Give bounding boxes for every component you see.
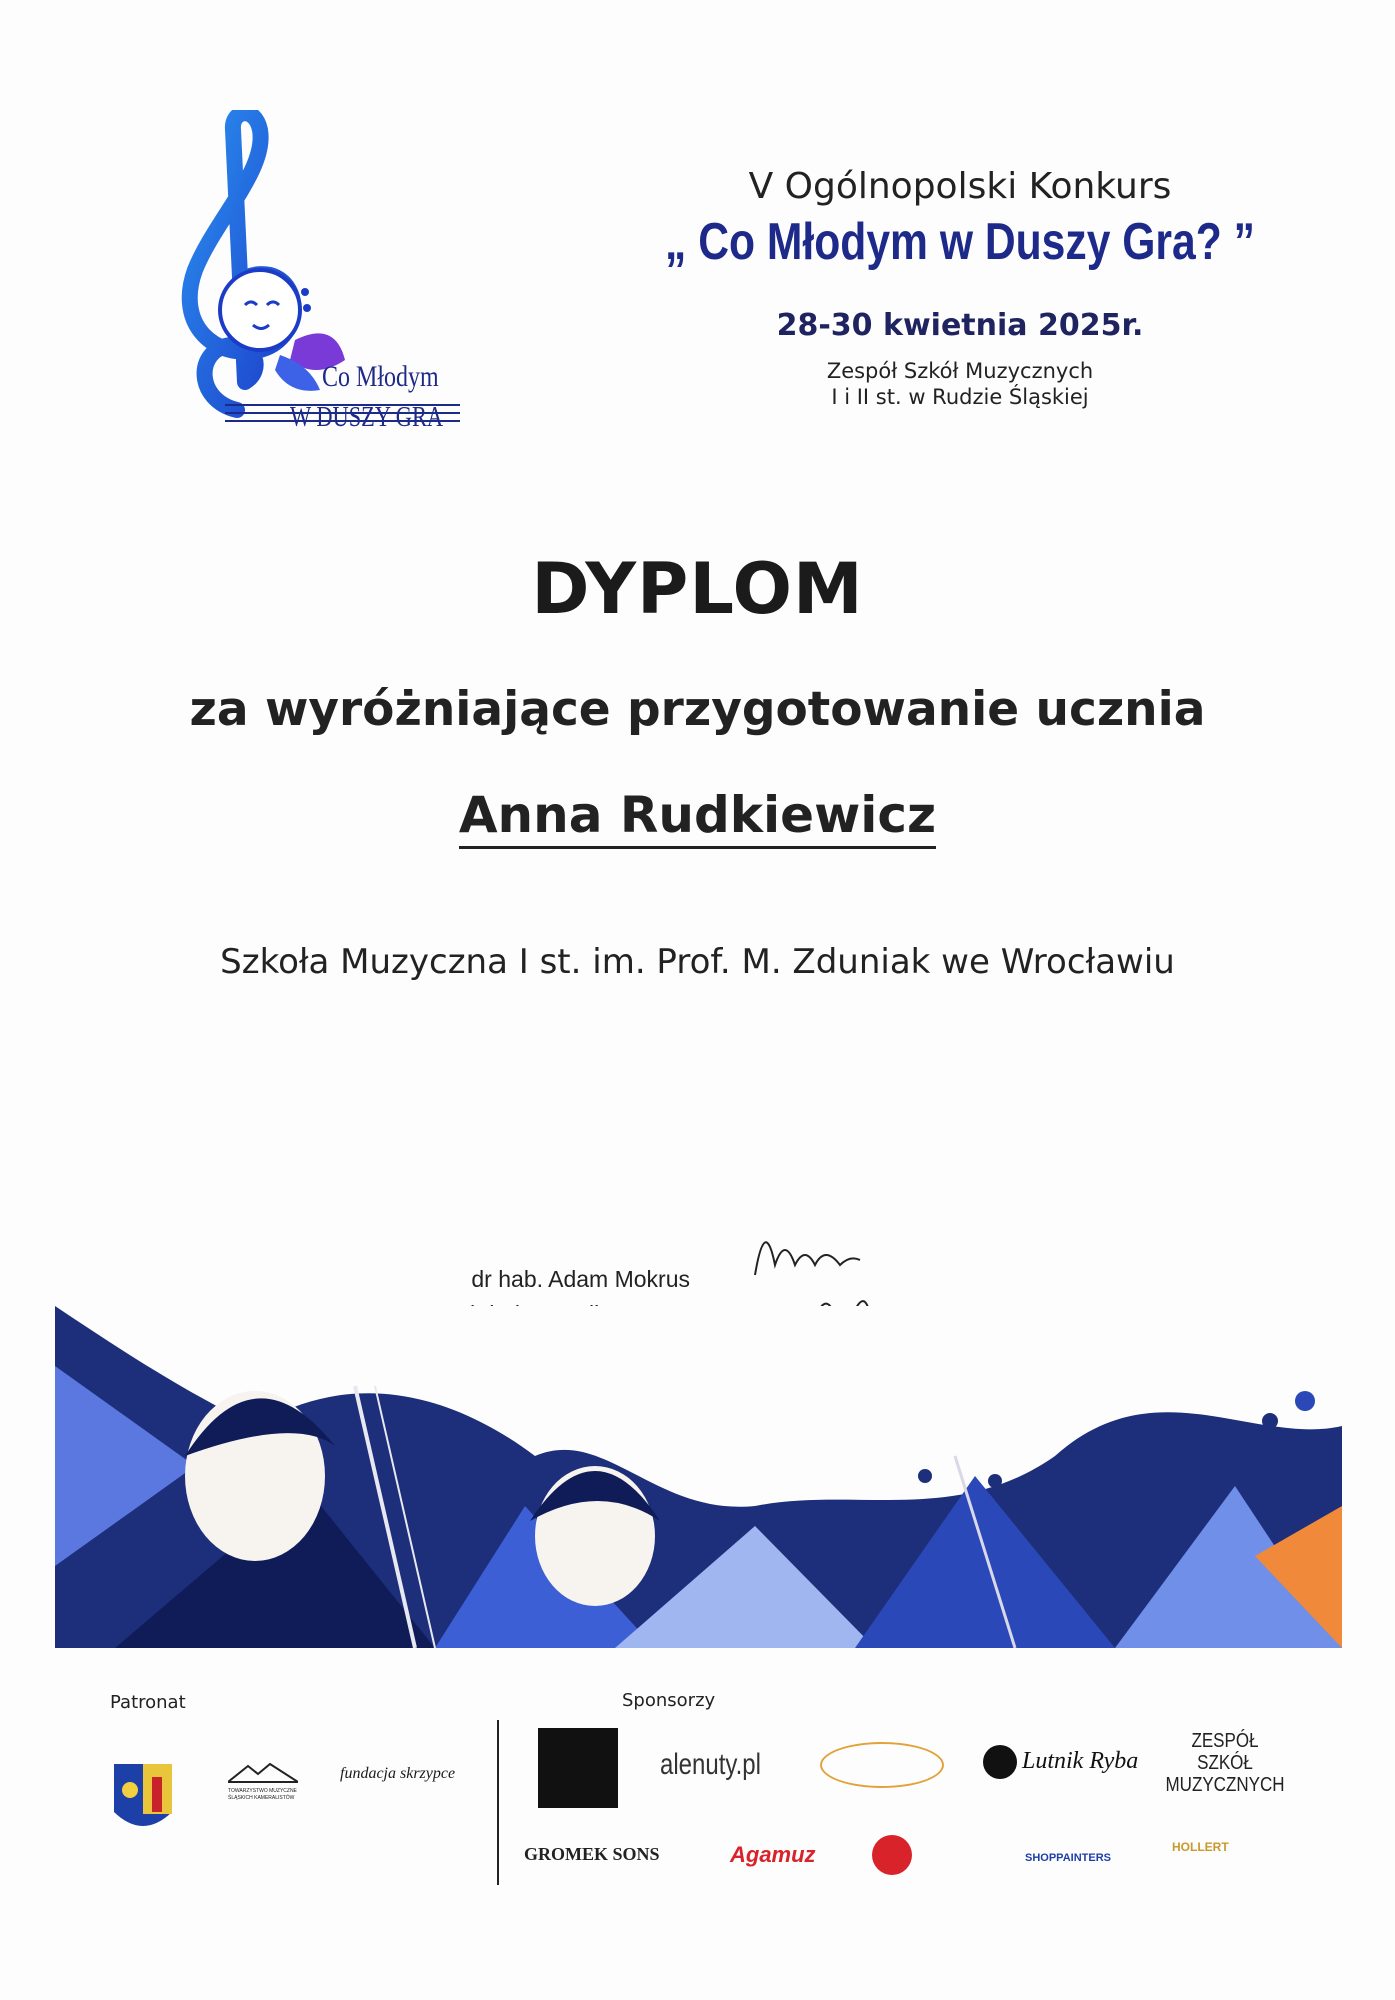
venue-line1: Zespół Szkół Muzycznych — [826, 359, 1094, 383]
contest-venue — [600, 358, 1320, 410]
contest-logo-clef — [175, 110, 495, 450]
section-divider — [497, 1720, 499, 1885]
sponsor-agamuz: Agamuz — [730, 1842, 816, 1867]
patron-logo-text: TOWARZYSTWO MUZYCZNE ŚLĄSKICH KAMERALISTÓW — [228, 1788, 297, 1801]
patron-logo-towarzystwo — [228, 1762, 298, 1802]
contest-label: V Ogólnopolski Konkurs — [748, 166, 1172, 207]
sponsors-label: Sponsorzy — [622, 1690, 716, 1711]
sponsor-hollert: HOLLERT — [1172, 1840, 1229, 1854]
musicians-illustration — [55, 1306, 1342, 1648]
contest-name: „ Co Młodym w Duszy Gra? ” — [665, 213, 1255, 271]
student-name: Anna Rudkiewicz — [459, 786, 936, 849]
diploma-subtitle: za wyróżniające przygotowanie ucznia — [189, 682, 1206, 737]
city-coat-of-arms-icon — [112, 1762, 174, 1840]
school-name: Szkoła Muzyczna I st. im. Prof. M. Zduniak we Wrocławiu — [220, 942, 1175, 982]
patron-logo-fundacja: fundacja skrzypce — [340, 1765, 456, 1782]
sponsor-shoppainters: SHOPPAINTERS — [1025, 1852, 1111, 1864]
sponsor-gromek: GROMEK SONS — [524, 1844, 660, 1864]
jury-member: dr hab. Adam Mokrus — [471, 1266, 690, 1292]
logo-text-line2: W DUSZY GRA — [290, 402, 444, 433]
sponsor-lutnik: Lutnik Ryba — [1022, 1748, 1139, 1774]
sponsor-alenuty: alenuty.pl — [660, 1748, 761, 1781]
venue-line2: I i II st. w Rudzie Śląskiej — [831, 385, 1089, 409]
sponsor-red-circle-icon — [872, 1835, 912, 1875]
sponsor-lutnik-icon — [983, 1745, 1017, 1779]
sponsor-zsm: ZESPÓŁ SZKÓŁ MUZYCZNYCH — [1165, 1730, 1285, 1796]
sponsor-logo-dark — [538, 1728, 618, 1808]
mountain-icon — [228, 1762, 298, 1784]
diploma-title: DYPLOM — [531, 548, 864, 630]
patronat-label: Patronat — [110, 1692, 186, 1713]
student-name-wrap — [0, 786, 1395, 844]
logo-text-line1: Co Młodym — [322, 360, 439, 393]
contest-dates: 28-30 kwietnia 2025r. — [776, 308, 1144, 343]
sponsor-oval-logo — [820, 1742, 944, 1788]
